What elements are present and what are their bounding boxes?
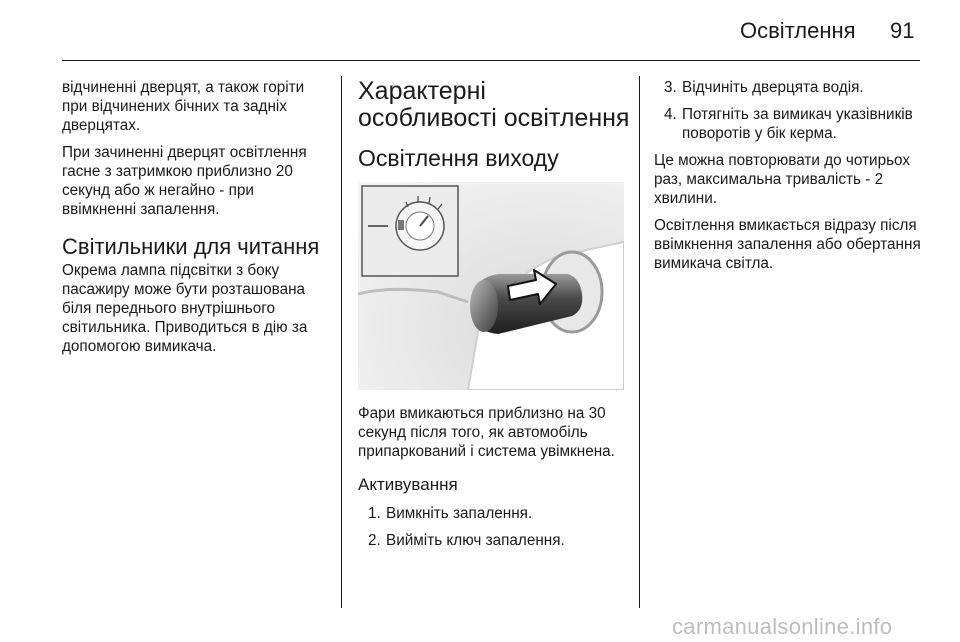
paragraph: Освітлення вмикається відразу після ввімкнення запалення або обертання вимикача світла. [654,217,921,272]
column-right [654,78,924,281]
watermark: carmanualsonline.info [672,614,893,639]
step-text: Потягніть за вимикач указівників поворотів у бік керма. [682,106,913,142]
section-heading-exit-lighting: Освітлення виходу [358,145,559,171]
list-item [358,531,630,550]
step-number: 2. [368,532,381,549]
step-text: Відчиніть дверцята водія. [682,79,864,96]
turn-signal-stalk-illustration [358,182,624,390]
steps-list-continued [654,78,924,143]
section-heading-reading-lights: Світильники для читання [62,234,320,259]
subheading-activation: Активування [358,475,458,494]
paragraph: Фари вмикаються приблизно на 30 секунд після того, як автомобіль припаркований і система увімкнена. [358,405,615,460]
list-item [358,504,630,523]
page-number: 91 [890,18,915,43]
paragraph: Окрема лампа підсвітки з боку пасажиру може бути розташована біля переднього внутрішнього світильника. Приводиться в дію за допомогою вимикача. [62,262,308,355]
paragraph: відчиненні дверцят, а також горіти при відчинених бічних та задніх дверцятах. [62,79,305,134]
paragraph: При зачиненні дверцят освітлення гасне з затримкою приблизно 20 секунд або ж негайно - при ввімкненні запалення. [62,144,307,218]
column-divider-1 [341,76,342,608]
column-middle [358,78,630,558]
step-number: 3. [664,79,677,96]
list-item [654,105,924,143]
step-number: 4. [664,106,677,123]
column-left [62,78,330,364]
list-item [654,78,924,97]
step-number: 1. [368,505,381,522]
step-text: Вийміть ключ запалення. [386,532,565,549]
column-divider-2 [639,76,640,608]
step-text: Вимкніть запалення. [386,505,533,522]
header-title: Освітлення [740,18,856,43]
chapter-heading: Характерні особливості освітлення [358,77,630,132]
paragraph: Це можна повторювати до чотирьох раз, максимальна тривалість - 2 хвилини. [654,152,911,207]
header-rule [62,60,920,61]
steps-list [358,504,630,550]
